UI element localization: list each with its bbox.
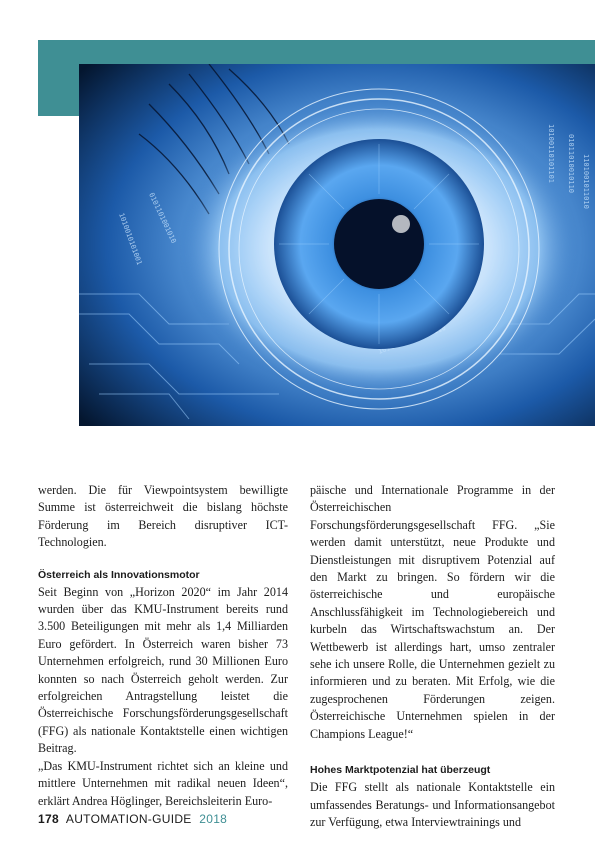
paragraph: päische und Internationale Programme in der Österreichischen Forschungsförderungsgesellschaft FFG. „Sie werden damit unterstützt, neue Produkte und Dienstleistungen mit disruptivem Potenzial auf den Markt zu bringen. So fördern wir die österreichische und europäische Anschlussfähigkeit im Technologiebereich und kurbeln das Wirtschaftswachstum an. Der Wettbewerb ist allerdings hart, umso zentraler sehe ich unsere Rolle, die Unternehmen gezielt zu informieren und zu beraten. Mit Erfolg, wie die zugesprochenen Förderungen zeigen. Österreichische Unternehmen spielen in der Champions League!“ (310, 483, 555, 741)
page-footer (38, 812, 227, 826)
svg-text:0101101001010: 0101101001010 (147, 191, 178, 245)
paragraph: Die FFG stellt als nationale Kontaktstelle ein umfassendes Beratungs- und Informationsangebot zur Verfügung, etwa Interviewtrainings und (310, 780, 555, 829)
eye-photo (79, 64, 595, 426)
svg-text:1010010101001: 1010010101001 (117, 211, 144, 267)
svg-text:01011010010110: 01011010010110 (567, 134, 575, 194)
section-heading: Hohes Marktpotenzial hat überzeugt (310, 764, 491, 777)
publication-name: AUTOMATION-GUIDE (65, 812, 192, 826)
page-number: 178 (38, 812, 59, 826)
side-accent-block (38, 40, 79, 116)
paragraph: Seit Beginn von „Horizon 2020“ im Jahr 2014 wurden über das KMU-Instrument bereits rund 3.500 Beteiligungen mit mehr als 1,4 Milliarden Euro gefördert. In Österreich waren bisher 73 Unternehmen erfolgreich, rund 30 Millionen Euro konnten so nach Österreich geholt werden. Zur erfolgreichen Antragstellung leistet die Österreichische Forschungsförderungsgesellschaft (FFG) als nationale Kontaktstelle einen wichtigen Beitrag. (38, 584, 288, 756)
paragraph: werden. Die für Viewpointsystem bewilligte Summe ist österreichweit die bislang höchste Förderung im Bereich disruptiver ICT-Technologien. (38, 483, 288, 550)
svg-text:10100110101101: 10100110101101 (547, 124, 555, 184)
left-column (38, 482, 288, 810)
section-heading: Österreich als Innovationsmotor (38, 568, 200, 581)
header-accent-band (38, 40, 595, 64)
paragraph: „Das KMU-Instrument richtet sich an kleine und mittlere Unternehmen mit radikal neuen Ideen“, erklärt Andrea Höglinger, Bereichsleiterin Euro- (38, 758, 288, 808)
svg-text:1101001011010: 1101001011010 (582, 154, 590, 209)
publication-year: 2018 (199, 812, 228, 826)
right-column (310, 482, 555, 831)
